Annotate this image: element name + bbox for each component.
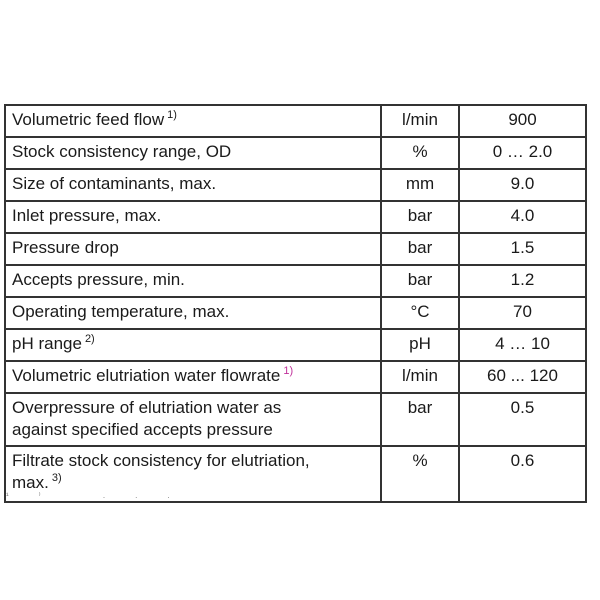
footnote-ref: 1) [167,109,177,121]
table-row [5,393,586,446]
value-cell: 4 … 10 [459,329,586,361]
value-cell: 4.0 [459,201,586,233]
value-cell: 0 … 2.0 [459,137,586,169]
table-row [5,329,586,361]
unit-cell: bar [381,201,459,233]
unit-cell: bar [381,233,459,265]
parameter-cell: Filtrate stock consistency for elutriation, max. $^{3)}$ [5,446,381,502]
footnote-ref: 1) [283,365,294,377]
table-row [5,137,586,169]
unit-cell: °C [381,297,459,329]
value-cell: 60 ... 120 [459,361,586,393]
parameter-cell: Volumetric feed flow $^{1)}$ [5,105,381,137]
table-row [5,201,586,233]
unit-cell: % [381,446,459,502]
unit-cell: mm [381,169,459,201]
value-cell: 900 [459,105,586,137]
parameter-cell: Stock consistency range, OD [5,137,381,169]
table-row [5,361,586,393]
parameter-cell: Overpressure of elutriation water as against specified accepts pressure [5,393,381,446]
parameter-cell: Accepts pressure, min. [5,265,381,297]
parameter-cell: Pressure drop [5,233,381,265]
footnote-ref: 2) [84,333,95,345]
value-cell: 1.2 [459,265,586,297]
parameter-cell: Size of contaminants, max. [5,169,381,201]
table-row [5,169,586,201]
parameter-cell: pH range $^{2)}$ [5,329,381,361]
table-row [5,265,586,297]
specifications-table [4,104,587,503]
parameter-cell: Volumetric elutriation water flowrate $^{1)}$ [5,361,381,393]
parameter-cell: Inlet pressure, max. [5,201,381,233]
value-cell: 0.6 [459,446,586,502]
unit-cell: l/min [381,105,459,137]
table-row [5,297,586,329]
value-cell: 1.5 [459,233,586,265]
parameter-cell: Operating temperature, max. [5,297,381,329]
footnote-fragment: ¹⁾ ... [6,491,200,500]
table-row [5,105,586,137]
unit-cell: bar [381,265,459,297]
table-row [5,233,586,265]
unit-cell: l/min [381,361,459,393]
unit-cell: % [381,137,459,169]
unit-cell: pH [381,329,459,361]
unit-cell: bar [381,393,459,446]
value-cell: 0.5 [459,393,586,446]
value-cell: 9.0 [459,169,586,201]
footnote-ref: 3) [51,472,62,484]
value-cell: 70 [459,297,586,329]
